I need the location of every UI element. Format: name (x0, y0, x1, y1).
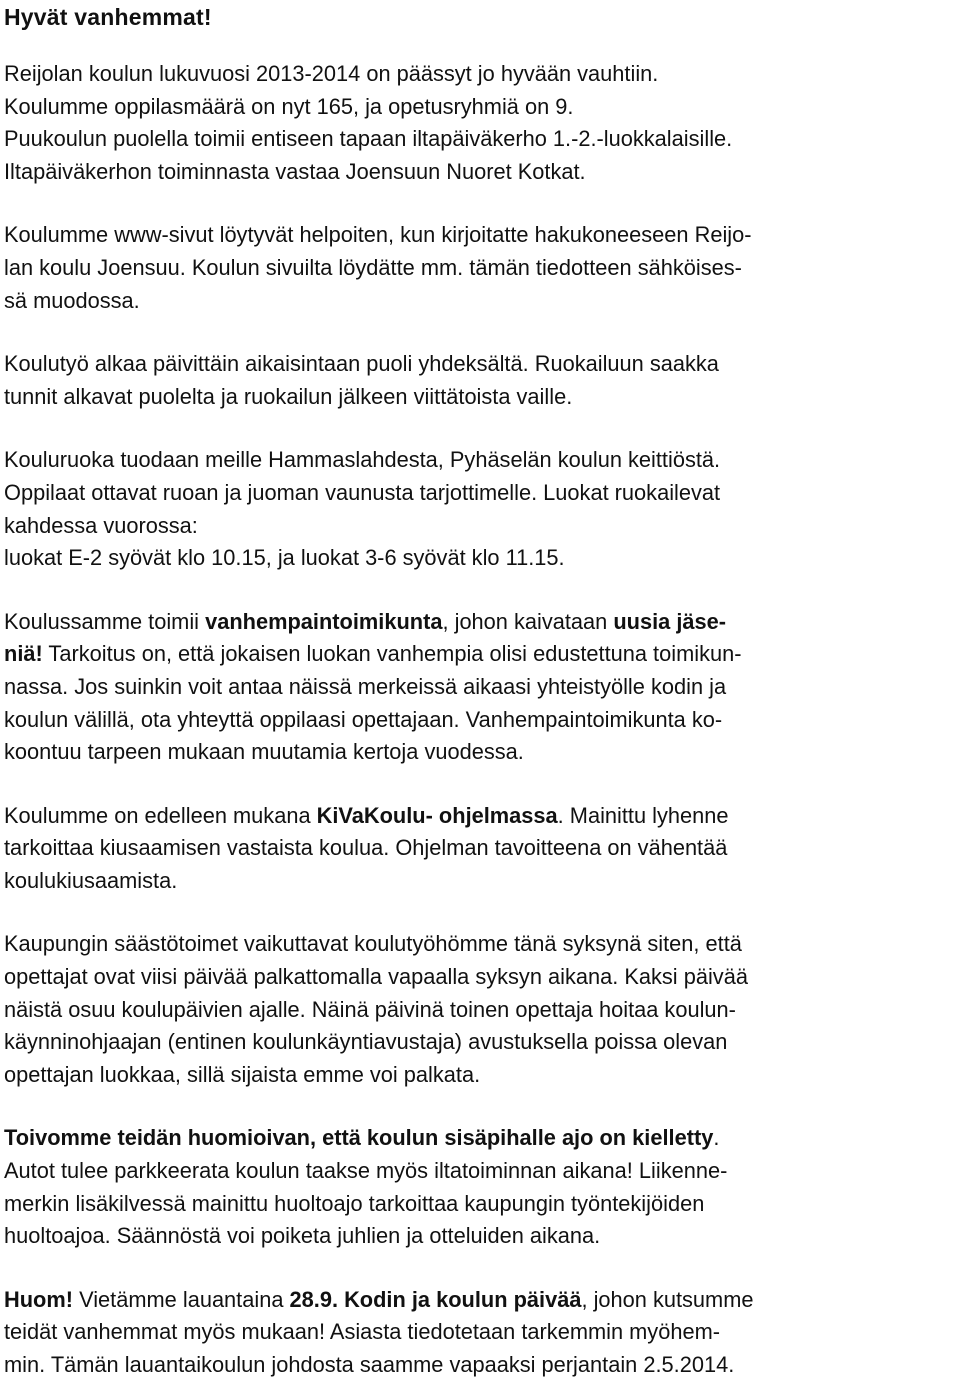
paragraph-1 (4, 58, 956, 188)
paragraph-gap (4, 413, 956, 444)
text-line (4, 961, 956, 994)
text-run: nassa. Jos suinkin voit antaa näissä merkeissä aikaasi yhteistyölle kodin ja (4, 673, 727, 699)
text-run: . (713, 1125, 720, 1151)
text-run: tarkoittaa kiusaamisen vastaista koulua. Ohjelman tavoitteena on vähentää (4, 835, 728, 861)
text-line (4, 994, 956, 1027)
letter-body (4, 58, 956, 1382)
text-run: merkin lisäkilvessä mainittu huoltoajo tarkoittaa kaupungin työntekijöiden (4, 1190, 705, 1216)
text-run: teidät vanhemmat myös mukaan! Asiasta tiedotetaan tarkemmin myöhem- (4, 1319, 720, 1345)
paragraph-2 (4, 219, 956, 317)
text-line (4, 606, 956, 639)
text-run: koulukiusaamista. (4, 867, 178, 893)
text-run: Koulutyö alkaa päivittäin aikaisintaan puoli yhdeksältä. Ruokailuun saakka (4, 351, 719, 377)
paragraph-5 (4, 606, 956, 769)
text-run: , johon kaivataan (442, 608, 614, 634)
text-run: Vietämme lauantaina (73, 1286, 290, 1312)
text-run: käynninohjaajan (entinen koulunkäyntiavustaja) avustuksella poissa olevan (4, 1029, 728, 1055)
text-line (4, 704, 956, 737)
text-line (4, 1316, 956, 1349)
text-run: Koulussamme toimii (4, 608, 206, 634)
text-line (4, 123, 956, 156)
text-run: Oppilaat ottavat ruoan ja juoman vaunusta tarjottimelle. Luokat ruokailevat (4, 479, 721, 505)
text-run: Puukoulun puolella toimii entiseen tapaan iltapäiväkerho 1.-2.-luokkalaisille. (4, 126, 733, 152)
text-run: Koulumme oppilasmäärä on nyt 165, ja opetusryhmiä on 9. (4, 93, 574, 119)
paragraph-4 (4, 444, 956, 574)
text-run: , johon kutsumme (581, 1286, 754, 1312)
paragraph-7 (4, 928, 956, 1091)
text-run: Tarkoitus on, että jokaisen luokan vanhempia olisi edustettuna toimikun- (42, 641, 742, 667)
text-line (4, 510, 956, 543)
text-line (4, 1122, 956, 1155)
text-run: Autot tulee parkkeerata koulun taakse myös iltatoiminnan aikana! Liikenne- (4, 1158, 728, 1184)
bold-text: niä! (4, 641, 43, 667)
text-run: Koulumme on edelleen mukana (4, 802, 317, 828)
text-run: Kaupungin säästötoimet vaikuttavat koulutyöhömme tänä syksynä siten, että (4, 931, 742, 957)
bold-text: Toivomme teidän huomioivan, että koulun sisäpihalle ajo on kielletty (4, 1125, 714, 1151)
text-line (4, 381, 956, 414)
text-line (4, 444, 956, 477)
text-line (4, 542, 956, 575)
text-line (4, 1155, 956, 1188)
text-line (4, 928, 956, 961)
text-line (4, 671, 956, 704)
bold-text: Kodin ja koulun päivää (344, 1286, 582, 1312)
paragraph-gap (4, 769, 956, 800)
bold-text: uusia jäse- (613, 608, 727, 634)
letter-page (4, 0, 956, 1382)
text-run: huoltoajoa. Säännöstä voi poiketa juhlien ja otteluiden aikana. (4, 1223, 601, 1249)
text-run: koulun välillä, ota yhteyttä oppilaasi opettajaan. Vanhempaintoimikunta ko- (4, 706, 723, 732)
text-run: opettajat ovat viisi päivää palkattomalla vapaalla syksyn aikana. Kaksi päivää (4, 964, 748, 990)
text-line (4, 1026, 956, 1059)
text-run: Iltapäiväkerhon toiminnasta vastaa Joensuun Nuoret Kotkat. (4, 158, 586, 184)
text-run: Kouluruoka tuodaan meille Hammaslahdesta, Pyhäselän koulun keittiöstä. (4, 447, 721, 473)
text-run: koontuu tarpeen mukaan muutamia kertoja vuodessa. (4, 739, 524, 765)
text-run: . Mainittu lyhenne (557, 802, 729, 828)
text-run: lan koulu Joensuu. Koulun sivuilta löydätte mm. tämän tiedotteen sähköises- (4, 254, 742, 280)
text-run: sä muodossa. (4, 287, 140, 313)
text-line (4, 638, 956, 671)
text-run: näistä osuu koulupäivien ajalle. Näinä päivinä toinen opettaja hoitaa koulun- (4, 996, 736, 1022)
text-line (4, 800, 956, 833)
text-line (4, 252, 956, 285)
paragraph-gap (4, 1253, 956, 1284)
text-line (4, 91, 956, 124)
paragraph-gap (4, 317, 956, 348)
text-line (4, 865, 956, 898)
text-line (4, 1349, 956, 1382)
text-run: opettajan luokkaa, sillä sijaista emme voi palkata. (4, 1061, 481, 1087)
text-line (4, 285, 956, 318)
text-run: tunnit alkavat puolelta ja ruokailun jälkeen viittätoista vaille. (4, 383, 573, 409)
text-line (4, 348, 956, 381)
text-run: Koulumme www-sivut löytyvät helpoiten, kun kirjoitatte hakukoneeseen Reijo- (4, 222, 752, 248)
paragraph-gap (4, 897, 956, 928)
bold-text: Huom! (4, 1286, 74, 1312)
text-line (4, 832, 956, 865)
text-line (4, 1284, 956, 1317)
text-line (4, 1220, 956, 1253)
paragraph-3 (4, 348, 956, 413)
paragraph-8 (4, 1122, 956, 1252)
paragraph-gap (4, 1091, 956, 1122)
spacer (4, 32, 956, 58)
text-line (4, 156, 956, 189)
paragraph-gap (4, 575, 956, 606)
text-run: luokat E-2 syövät klo 10.15, ja luokat 3-6 syövät klo 11.15. (4, 545, 565, 571)
text-line (4, 1188, 956, 1221)
text-line (4, 477, 956, 510)
text-line (4, 1059, 956, 1092)
text-line (4, 736, 956, 769)
text-run: min. Tämän lauantaikoulun johdosta saamme vapaaksi perjantain 2.5.2014. (4, 1352, 735, 1377)
letter-title: Hyvät vanhemmat! (4, 4, 212, 30)
bold-text: KiVaKoulu- ohjelmassa (316, 802, 558, 828)
text-line (4, 219, 956, 252)
paragraph-6 (4, 800, 956, 898)
text-run: kahdessa vuorossa: (4, 512, 198, 538)
paragraph-gap (4, 188, 956, 219)
bold-text: vanhempaintoimikunta (205, 608, 443, 634)
paragraph-9 (4, 1284, 956, 1382)
text-run: Reijolan koulun lukuvuosi 2013-2014 on päässyt jo hyvään vauhtiin. (4, 61, 659, 86)
text-line (4, 58, 956, 91)
bold-text: 28.9. (289, 1286, 338, 1312)
